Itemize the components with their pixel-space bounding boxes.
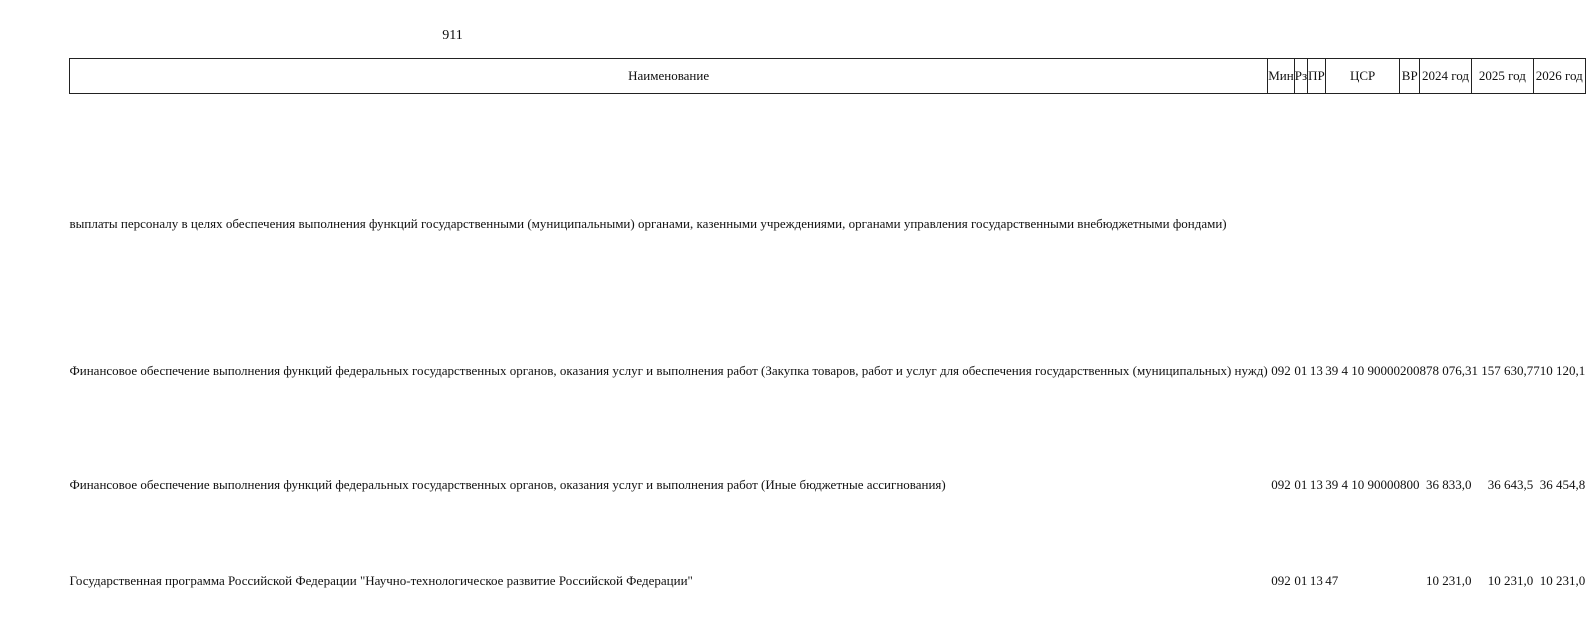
row-pr: 13 [1309,362,1323,378]
row-2026: 10 231,0 [1539,572,1586,588]
row-rz [1294,94,1307,233]
table-row [70,493,1586,589]
row-name: Финансовое обеспечение выполнения функций федеральных государственных органов, оказания услуг и выполнения работ (Закупка товаров, работ и услуг для обеспечения государственных (муниципальных) нужд) [69,362,1268,378]
row-pr: 13 [1309,476,1323,492]
row-rz: 01 [1294,476,1308,492]
header-2024: 2024 год [1419,59,1471,94]
row-vr: 200 [1399,362,1420,378]
row-pr [1308,94,1326,233]
table-row [70,232,1586,379]
row-min: 092 [1271,572,1291,588]
table-row [70,94,1586,233]
page-number: 911 [442,28,463,43]
row-csr [1325,94,1400,233]
row-min: 092 [1271,476,1291,492]
table-row [70,379,1586,493]
row-2026 [1533,94,1585,233]
row-rz: 01 [1294,362,1308,378]
row-name: Государственная программа Российской Федерации "Научно-технологическое развитие Российской Федерации" [69,572,693,588]
row-min: 092 [1271,362,1291,378]
table-header-row [70,59,1586,94]
row-csr: 39 4 10 90000 [1325,362,1400,378]
header-vr: ВР [1400,59,1420,94]
header-rz: Рз [1294,59,1307,94]
header-2025: 2025 год [1471,59,1533,94]
row-min [1268,94,1294,233]
header-min: Мин [1268,59,1294,94]
row-name: Финансовое обеспечение выполнения функций федеральных государственных органов, оказания услуг и выполнения работ (Иные бюджетные ассигнования) [69,476,946,492]
row-csr: 39 4 10 90000 [1325,476,1400,492]
row-2026: 710 120,1 [1533,362,1586,378]
row-2024: 36 833,0 [1425,476,1472,492]
row-2024: 878 076,3 [1419,362,1472,378]
header-2026: 2026 год [1533,59,1585,94]
row-2025: 1 157 630,7 [1471,362,1534,378]
header-csr: ЦСР [1325,59,1400,94]
row-2026: 36 454,8 [1539,476,1586,492]
header-name: Наименование [70,59,1268,94]
row-vr [1400,94,1420,233]
budget-table [69,58,1586,589]
row-2024 [1419,94,1471,233]
row-vr: 800 [1399,476,1420,492]
row-2024: 10 231,0 [1425,572,1472,588]
row-2025: 36 643,5 [1487,476,1534,492]
row-csr: 47 [1325,572,1339,588]
row-rz: 01 [1294,572,1308,588]
header-pr: ПР [1308,59,1326,94]
row-vr [1400,493,1420,589]
row-name: выплаты персоналу в целях обеспечения выполнения функций государственными (муниципальными) органами, казенными учреждениями, органами управления государственными внебюджетными фондами) [69,215,1227,231]
row-2025: 10 231,0 [1487,572,1534,588]
row-pr: 13 [1309,572,1323,588]
row-2025 [1471,94,1533,233]
